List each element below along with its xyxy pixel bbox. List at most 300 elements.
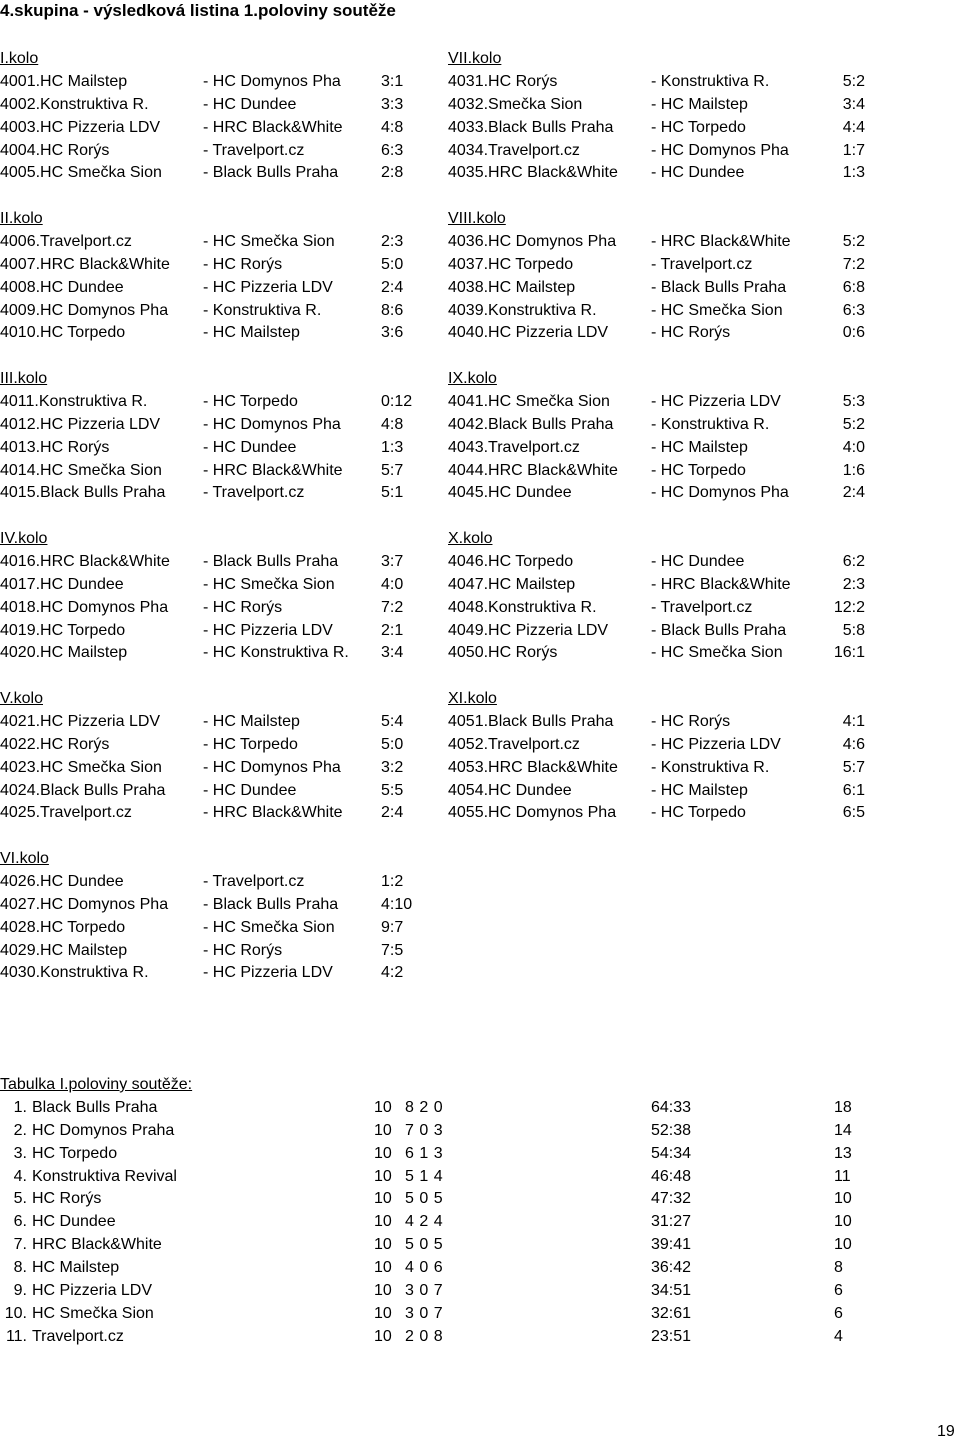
- standings-points: 18: [834, 1098, 852, 1116]
- match-away: - HC Mailstep: [203, 324, 300, 342]
- match-row: [0, 414, 404, 437]
- standings-wdl: 3 0 7: [405, 1282, 444, 1300]
- standings-team: HC Pizzeria LDV: [32, 1282, 153, 1300]
- match-home: 4032.Smečka Sion: [448, 95, 583, 113]
- match-row: [0, 802, 404, 825]
- match-row: [448, 482, 865, 505]
- standings-rank: 6.: [13, 1213, 27, 1231]
- match-away: - HC Smečka Sion: [203, 232, 335, 250]
- match-row: [0, 162, 404, 185]
- match-score: 6:3: [842, 301, 865, 319]
- match-score: 4:1: [842, 712, 865, 730]
- match-away: - Travelport.cz: [651, 255, 753, 273]
- match-score: 1:3: [842, 164, 865, 182]
- match-row: [448, 71, 865, 94]
- match-home: 4016.HRC Black&White: [0, 552, 170, 570]
- match-home: 4017.HC Dundee: [0, 575, 124, 593]
- match-home: 4006.Travelport.cz: [0, 232, 132, 250]
- match-row: [448, 231, 865, 254]
- match-row: [0, 460, 404, 483]
- round-block: [448, 528, 865, 688]
- match-home: 4005.HC Smečka Sion: [0, 164, 162, 182]
- match-row: [448, 757, 865, 780]
- match-score: 3:3: [381, 95, 404, 113]
- standings-row: [0, 1097, 900, 1120]
- standings-row: [0, 1257, 900, 1280]
- match-score: 7:2: [381, 598, 404, 616]
- match-home: 4009.HC Domynos Pha: [0, 301, 169, 319]
- match-away: - HC Domynos Pha: [203, 415, 341, 433]
- match-home: 4015.Black Bulls Praha: [0, 484, 166, 502]
- match-home: 4026.HC Dundee: [0, 872, 124, 890]
- match-away: - HC Smečka Sion: [651, 301, 783, 319]
- match-away: - HC Domynos Pha: [651, 141, 789, 159]
- match-score: 9:7: [381, 918, 404, 936]
- match-home: 4041.HC Smečka Sion: [448, 392, 610, 410]
- match-away: - HRC Black&White: [651, 232, 791, 250]
- standings-team: HC Rorýs: [32, 1190, 102, 1208]
- match-score: 6:8: [842, 278, 865, 296]
- standings-games: 10: [374, 1213, 392, 1231]
- match-home: 4055.HC Domynos Pha: [448, 804, 617, 822]
- standings-rank: 8.: [13, 1259, 27, 1277]
- round-heading: VII.kolo: [448, 50, 502, 67]
- standings-goals: 39:41: [651, 1236, 692, 1254]
- match-home: 4025.Travelport.cz: [0, 804, 132, 822]
- standings-row: [0, 1280, 900, 1303]
- standings-games: 10: [374, 1144, 392, 1162]
- match-away: - Black Bulls Praha: [203, 895, 339, 913]
- match-away: - Black Bulls Praha: [203, 164, 339, 182]
- match-home: 4021.HC Pizzeria LDV: [0, 712, 161, 730]
- match-row: [448, 597, 865, 620]
- standings-row: [0, 1166, 900, 1189]
- round-block: [448, 368, 865, 528]
- match-away: - Black Bulls Praha: [651, 278, 787, 296]
- match-score: 5:3: [842, 392, 865, 410]
- round-block: [0, 48, 404, 208]
- match-home: 4004.HC Rorýs: [0, 141, 110, 159]
- page-title: 4.skupina - výsledková listina 1.poloviny soutěže: [0, 1, 396, 20]
- match-row: [0, 940, 404, 963]
- standings-goals: 46:48: [651, 1167, 692, 1185]
- standings-wdl: 4 2 4: [405, 1213, 444, 1231]
- match-row: [0, 711, 404, 734]
- match-score: 4:8: [381, 118, 404, 136]
- match-score: 4:4: [842, 118, 865, 136]
- match-away: - HC Torpedo: [203, 735, 298, 753]
- match-away: - HC Domynos Pha: [203, 758, 341, 776]
- match-away: - HC Torpedo: [203, 392, 298, 410]
- match-home: 4018.HC Domynos Pha: [0, 598, 169, 616]
- standings-wdl: 5 1 4: [405, 1167, 444, 1185]
- match-row: [0, 140, 404, 163]
- match-score: 0:6: [842, 324, 865, 342]
- match-away: - HC Smečka Sion: [651, 644, 783, 662]
- match-home: 4029.HC Mailstep: [0, 941, 128, 959]
- match-away: - Travelport.cz: [203, 484, 305, 502]
- standings-goals: 47:32: [651, 1190, 692, 1208]
- match-away: - HC Pizzeria LDV: [203, 278, 333, 296]
- standings-wdl: 5 0 5: [405, 1190, 444, 1208]
- match-away: - HC Dundee: [651, 552, 745, 570]
- standings-team: HC Domynos Praha: [32, 1121, 175, 1139]
- match-home: 4027.HC Domynos Pha: [0, 895, 169, 913]
- match-home: 4014.HC Smečka Sion: [0, 461, 162, 479]
- standings-team: Konstruktiva Revival: [32, 1167, 177, 1185]
- match-home: 4012.HC Pizzeria LDV: [0, 415, 161, 433]
- match-away: - HC Rorýs: [651, 712, 731, 730]
- match-away: - HC Mailstep: [203, 712, 300, 730]
- match-score: 2:4: [381, 278, 404, 296]
- match-home: 4039.Konstruktiva R.: [448, 301, 597, 319]
- match-score: 6:5: [842, 804, 865, 822]
- match-away: - Travelport.cz: [203, 141, 305, 159]
- match-home: 4052.Travelport.cz: [448, 735, 580, 753]
- standings-team: Black Bulls Praha: [32, 1098, 158, 1116]
- match-row: [0, 734, 404, 757]
- standings-row: [0, 1234, 900, 1257]
- standings-points: 4: [834, 1327, 843, 1345]
- round-block: [448, 48, 865, 208]
- match-away: - HRC Black&White: [203, 461, 343, 479]
- standings-goals: 64:33: [651, 1098, 692, 1116]
- match-row: [448, 322, 865, 345]
- standings-rank: 1.: [13, 1098, 27, 1116]
- match-row: [0, 962, 404, 985]
- match-row: [448, 94, 865, 117]
- match-away: - HC Pizzeria LDV: [203, 621, 333, 639]
- match-row: [448, 162, 865, 185]
- match-row: [0, 322, 404, 345]
- standings-rank: 4.: [13, 1167, 27, 1185]
- match-row: [0, 917, 404, 940]
- standings-points: 13: [834, 1144, 852, 1162]
- match-score: 12:2: [833, 598, 865, 616]
- standings-games: 10: [374, 1327, 392, 1345]
- standings-wdl: 4 0 6: [405, 1259, 444, 1277]
- match-away: - HRC Black&White: [651, 575, 791, 593]
- match-home: 4049.HC Pizzeria LDV: [448, 621, 609, 639]
- match-away: - HC Rorýs: [203, 598, 283, 616]
- match-row: [448, 620, 865, 643]
- match-score: 2:3: [381, 232, 404, 250]
- standings-wdl: 6 1 3: [405, 1144, 444, 1162]
- match-away: - Black Bulls Praha: [651, 621, 787, 639]
- standings-games: 10: [374, 1098, 392, 1116]
- round-heading: II.kolo: [0, 210, 43, 227]
- match-row: [448, 117, 865, 140]
- match-away: - Konstruktiva R.: [651, 758, 770, 776]
- match-score: 7:5: [381, 941, 404, 959]
- match-away: - Black Bulls Praha: [203, 552, 339, 570]
- match-home: 4048.Konstruktiva R.: [448, 598, 597, 616]
- match-home: 4044.HRC Black&White: [448, 461, 618, 479]
- match-score: 6:2: [842, 552, 865, 570]
- match-away: - HC Dundee: [203, 95, 297, 113]
- match-home: 4031.HC Rorýs: [448, 72, 558, 90]
- match-home: 4033.Black Bulls Praha: [448, 118, 614, 136]
- match-row: [0, 780, 404, 803]
- standings-points: 10: [834, 1236, 852, 1254]
- match-row: [0, 391, 413, 414]
- match-row: [448, 391, 865, 414]
- match-score: 2:4: [842, 484, 865, 502]
- match-row: [448, 711, 865, 734]
- standings-games: 10: [374, 1304, 392, 1322]
- standings-points: 14: [834, 1121, 852, 1139]
- match-away: - HC Smečka Sion: [203, 918, 335, 936]
- match-home: 4008.HC Dundee: [0, 278, 124, 296]
- standings-goals: 23:51: [651, 1327, 692, 1345]
- match-row: [0, 254, 404, 277]
- match-score: 3:6: [381, 324, 404, 342]
- match-score: 1:2: [381, 872, 404, 890]
- round-heading: XI.kolo: [448, 690, 497, 707]
- match-home: 4007.HRC Black&White: [0, 255, 170, 273]
- standings-goals: 52:38: [651, 1121, 692, 1139]
- standings-games: 10: [374, 1190, 392, 1208]
- round-heading: I.kolo: [0, 50, 39, 67]
- match-away: - HC Dundee: [651, 164, 745, 182]
- match-score: 7:2: [842, 255, 865, 273]
- standings-wdl: 2 0 8: [405, 1327, 444, 1345]
- match-row: [0, 437, 404, 460]
- match-row: [448, 140, 865, 163]
- match-score: 4:0: [842, 438, 865, 456]
- standings-rank: 11.: [5, 1327, 27, 1345]
- standings-team: Travelport.cz: [32, 1327, 124, 1345]
- round-block: [0, 848, 413, 1008]
- standings-row: [0, 1211, 900, 1234]
- match-away: - HC Mailstep: [651, 781, 748, 799]
- match-row: [0, 300, 404, 323]
- standings-rank: 7.: [13, 1236, 27, 1254]
- standings-heading: Tabulka I.poloviny soutěže:: [0, 1076, 193, 1093]
- match-away: - HC Mailstep: [651, 95, 748, 113]
- match-score: 3:4: [381, 644, 404, 662]
- round-heading: IV.kolo: [0, 530, 48, 547]
- match-away: - HC Smečka Sion: [203, 575, 335, 593]
- standings-team: HC Dundee: [32, 1213, 116, 1231]
- match-home: 4054.HC Dundee: [448, 781, 572, 799]
- match-home: 4050.HC Rorýs: [448, 644, 558, 662]
- match-score: 8:6: [381, 301, 404, 319]
- standings-goals: 34:51: [651, 1282, 692, 1300]
- match-home: 4028.HC Torpedo: [0, 918, 126, 936]
- match-score: 4:2: [381, 964, 404, 982]
- standings-points: 6: [834, 1304, 843, 1322]
- match-score: 5:0: [381, 735, 404, 753]
- match-away: - Konstruktiva R.: [651, 72, 770, 90]
- standings-points: 11: [834, 1167, 851, 1185]
- match-row: [448, 802, 865, 825]
- standings-team: HC Smečka Sion: [32, 1304, 154, 1322]
- match-home: 4022.HC Rorýs: [0, 735, 110, 753]
- match-score: 0:12: [381, 392, 413, 410]
- match-away: - Konstruktiva R.: [203, 301, 322, 319]
- match-home: 4013.HC Rorýs: [0, 438, 110, 456]
- round-heading: VIII.kolo: [448, 210, 506, 227]
- match-away: - HC Torpedo: [651, 118, 746, 136]
- match-score: 1:3: [381, 438, 404, 456]
- match-score: 4:10: [381, 895, 413, 913]
- standings-rank: 3.: [13, 1144, 27, 1162]
- match-score: 3:7: [381, 552, 404, 570]
- match-home: 4002.Konstruktiva R.: [0, 95, 149, 113]
- match-score: 5:2: [842, 72, 865, 90]
- standings-row: [0, 1188, 900, 1211]
- match-row: [0, 620, 404, 643]
- match-away: - HC Konstruktiva R.: [203, 644, 349, 662]
- standings-goals: 32:61: [651, 1304, 692, 1322]
- standings-table: [0, 1074, 900, 1349]
- match-away: - HC Rorýs: [203, 941, 283, 959]
- match-home: 4051.Black Bulls Praha: [448, 712, 614, 730]
- match-score: 1:6: [842, 461, 865, 479]
- match-row: [0, 71, 404, 94]
- match-score: 3:1: [381, 72, 404, 90]
- match-home: 4046.HC Torpedo: [448, 552, 574, 570]
- standings-team: HC Mailstep: [32, 1259, 120, 1277]
- match-away: - HC Mailstep: [651, 438, 748, 456]
- standings-row: [0, 1143, 900, 1166]
- match-row: [448, 642, 865, 665]
- round-block: [0, 208, 404, 368]
- standings-rank: 5.: [13, 1190, 27, 1208]
- match-score: 6:3: [381, 141, 404, 159]
- standings-row: [0, 1120, 900, 1143]
- round-block: [0, 368, 413, 528]
- match-row: [0, 871, 404, 894]
- match-score: 4:0: [381, 575, 404, 593]
- match-row: [0, 894, 413, 917]
- match-score: 4:6: [842, 735, 865, 753]
- match-row: [0, 642, 404, 665]
- match-home: 4019.HC Torpedo: [0, 621, 126, 639]
- match-score: 5:0: [381, 255, 404, 273]
- round-block: [448, 208, 865, 368]
- match-score: 4:8: [381, 415, 404, 433]
- round-heading: IX.kolo: [448, 370, 497, 387]
- standings-wdl: 8 2 0: [405, 1098, 444, 1116]
- match-home: 4011.Konstruktiva R.: [0, 392, 148, 410]
- match-row: [0, 94, 404, 117]
- match-home: 4024.Black Bulls Praha: [0, 781, 166, 799]
- match-row: [448, 551, 865, 574]
- match-away: - Konstruktiva R.: [651, 415, 770, 433]
- match-away: - HC Rorýs: [203, 255, 283, 273]
- match-home: 4035.HRC Black&White: [448, 164, 618, 182]
- match-score: 6:1: [842, 781, 865, 799]
- match-away: - HRC Black&White: [203, 118, 343, 136]
- standings-games: 10: [374, 1121, 392, 1139]
- match-home: 4003.HC Pizzeria LDV: [0, 118, 161, 136]
- match-row: [448, 277, 865, 300]
- standings-rank: 10.: [4, 1304, 27, 1322]
- match-score: 2:1: [381, 621, 404, 639]
- match-row: [0, 231, 404, 254]
- round-heading: X.kolo: [448, 530, 493, 547]
- match-row: [448, 254, 865, 277]
- match-score: 5:8: [842, 621, 865, 639]
- match-home: 4010.HC Torpedo: [0, 324, 126, 342]
- match-score: 5:2: [842, 415, 865, 433]
- match-home: 4047.HC Mailstep: [448, 575, 576, 593]
- match-home: 4040.HC Pizzeria LDV: [448, 324, 609, 342]
- match-away: - HC Pizzeria LDV: [651, 392, 781, 410]
- standings-row: [0, 1303, 900, 1326]
- standings-points: 10: [834, 1213, 852, 1231]
- match-score: 5:1: [381, 484, 404, 502]
- match-row: [0, 117, 404, 140]
- round-block: [0, 528, 404, 688]
- match-home: 4053.HRC Black&White: [448, 758, 618, 776]
- match-away: - HC Torpedo: [651, 804, 746, 822]
- match-home: 4037.HC Torpedo: [448, 255, 574, 273]
- match-row: [0, 482, 404, 505]
- match-score: 5:7: [381, 461, 404, 479]
- match-row: [448, 460, 865, 483]
- match-home: 4030.Konstruktiva R.: [0, 964, 149, 982]
- standings-games: 10: [374, 1167, 392, 1185]
- match-row: [0, 757, 404, 780]
- match-home: 4001.HC Mailstep: [0, 72, 128, 90]
- match-home: 4020.HC Mailstep: [0, 644, 128, 662]
- match-row: [448, 734, 865, 757]
- round-heading: V.kolo: [0, 690, 43, 707]
- match-row: [0, 597, 404, 620]
- match-score: 5:4: [381, 712, 404, 730]
- match-score: 5:2: [842, 232, 865, 250]
- match-score: 1:7: [842, 141, 865, 159]
- match-row: [448, 437, 865, 460]
- match-home: 4042.Black Bulls Praha: [448, 415, 614, 433]
- match-score: 2:4: [381, 804, 404, 822]
- match-away: - Travelport.cz: [203, 872, 305, 890]
- match-away: - HC Rorýs: [651, 324, 731, 342]
- match-home: 4043.Travelport.cz: [448, 438, 580, 456]
- standings-goals: 31:27: [651, 1213, 692, 1231]
- match-score: 5:7: [842, 758, 865, 776]
- match-row: [0, 277, 404, 300]
- match-row: [0, 551, 404, 574]
- match-away: - HC Domynos Pha: [203, 72, 341, 90]
- standings-row: [0, 1326, 900, 1349]
- match-away: - HC Dundee: [203, 438, 297, 456]
- match-away: - HC Pizzeria LDV: [203, 964, 333, 982]
- round-block: [0, 688, 404, 848]
- match-home: 4036.HC Domynos Pha: [448, 232, 617, 250]
- match-row: [448, 574, 865, 597]
- results-column-left: [0, 48, 413, 1008]
- standings-points: 6: [834, 1282, 843, 1300]
- match-home: 4038.HC Mailstep: [448, 278, 576, 296]
- match-away: - HC Domynos Pha: [651, 484, 789, 502]
- round-heading: III.kolo: [0, 370, 48, 387]
- match-home: 4034.Travelport.cz: [448, 141, 580, 159]
- standings-wdl: 7 0 3: [405, 1121, 444, 1139]
- standings-points: 10: [834, 1190, 852, 1208]
- match-score: 3:4: [842, 95, 865, 113]
- match-score: 2:8: [381, 164, 404, 182]
- standings-wdl: 5 0 5: [405, 1236, 444, 1254]
- match-score: 16:1: [833, 644, 865, 662]
- standings-rank: 9.: [13, 1282, 27, 1300]
- match-score: 2:3: [842, 575, 865, 593]
- match-score: 5:5: [381, 781, 404, 799]
- match-away: - HC Pizzeria LDV: [651, 735, 781, 753]
